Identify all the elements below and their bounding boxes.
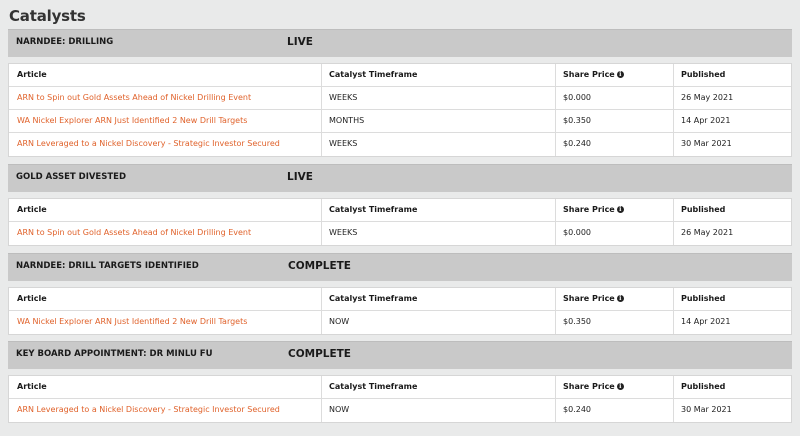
column-header-published: Published	[673, 199, 793, 221]
table-header-row	[9, 376, 791, 399]
timeframe-cell: WEEKS	[321, 133, 555, 156]
catalyst-section	[8, 341, 792, 414]
column-header-published: Published	[673, 376, 793, 398]
timeframe-cell: NOW	[321, 311, 555, 334]
share-price-cell: $0.240	[555, 133, 673, 156]
section-status: LIVE	[287, 171, 313, 183]
column-header-article: Article	[17, 205, 47, 214]
table-row	[9, 110, 791, 133]
catalyst-table	[8, 375, 792, 423]
info-icon[interactable]: i	[617, 71, 624, 78]
catalyst-section	[8, 29, 792, 148]
timeframe-cell: WEEKS	[321, 222, 555, 245]
column-header-article: Article	[17, 382, 47, 391]
catalyst-table	[8, 287, 792, 335]
share-price-cell: $0.350	[555, 311, 673, 334]
catalyst-section	[8, 253, 792, 326]
column-header-published: Published	[673, 64, 793, 86]
share-price-label: Share Price	[563, 294, 615, 303]
catalyst-table	[8, 63, 792, 157]
timeframe-cell: NOW	[321, 399, 555, 422]
info-icon[interactable]: i	[617, 206, 624, 213]
share-price-cell: $0.000	[555, 222, 673, 245]
article-link[interactable]: ARN Leveraged to a Nickel Discovery - Strategic Investor Secured	[17, 405, 280, 414]
section-header	[8, 164, 792, 192]
table-row	[9, 222, 791, 245]
share-price-cell: $0.240	[555, 399, 673, 422]
published-cell: 30 Mar 2021	[673, 133, 793, 156]
timeframe-cell: MONTHS	[321, 110, 555, 132]
column-header-timeframe: Catalyst Timeframe	[321, 199, 555, 221]
timeframe-cell: WEEKS	[321, 87, 555, 109]
column-header-published: Published	[673, 288, 793, 310]
share-price-label: Share Price	[563, 70, 615, 79]
share-price-cell: $0.000	[555, 87, 673, 109]
article-link[interactable]: ARN to Spin out Gold Assets Ahead of Nickel Drilling Event	[17, 93, 252, 102]
info-icon[interactable]: i	[617, 295, 624, 302]
table-row	[9, 87, 791, 110]
column-header-share-price	[555, 376, 673, 398]
table-row	[9, 133, 791, 156]
section-name: NARNDEE: DRILLING	[16, 37, 114, 47]
table-header-row	[9, 288, 791, 311]
section-status: COMPLETE	[288, 348, 351, 360]
share-price-label: Share Price	[563, 205, 615, 214]
table-row	[9, 399, 791, 422]
column-header-article: Article	[17, 294, 47, 303]
catalyst-table	[8, 198, 792, 246]
section-status: COMPLETE	[288, 260, 351, 272]
article-link[interactable]: ARN to Spin out Gold Assets Ahead of Nickel Drilling Event	[17, 228, 252, 237]
section-name: GOLD ASSET DIVESTED	[16, 172, 127, 182]
published-cell: 14 Apr 2021	[673, 110, 793, 132]
article-link[interactable]: WA Nickel Explorer ARN Just Identified 2 New Drill Targets	[17, 116, 248, 125]
published-cell: 26 May 2021	[673, 87, 793, 109]
share-price-cell: $0.350	[555, 110, 673, 132]
section-name: NARNDEE: DRILL TARGETS IDENTIFIED	[16, 261, 199, 271]
column-header-timeframe: Catalyst Timeframe	[321, 64, 555, 86]
published-cell: 30 Mar 2021	[673, 399, 793, 422]
table-header-row	[9, 64, 791, 87]
section-header	[8, 29, 792, 57]
column-header-timeframe: Catalyst Timeframe	[321, 288, 555, 310]
section-status: LIVE	[287, 36, 313, 48]
page-title: Catalysts	[9, 7, 86, 25]
section-header	[8, 341, 792, 369]
article-link[interactable]: WA Nickel Explorer ARN Just Identified 2 New Drill Targets	[17, 317, 248, 326]
article-link[interactable]: ARN Leveraged to a Nickel Discovery - Strategic Investor Secured	[17, 139, 280, 148]
column-header-article: Article	[17, 70, 47, 79]
catalyst-section	[8, 164, 792, 237]
published-cell: 14 Apr 2021	[673, 311, 793, 334]
share-price-label: Share Price	[563, 382, 615, 391]
section-name: KEY BOARD APPOINTMENT: DR MINLU FU	[16, 349, 213, 359]
section-header	[8, 253, 792, 281]
table-row	[9, 311, 791, 334]
table-header-row	[9, 199, 791, 222]
column-header-timeframe: Catalyst Timeframe	[321, 376, 555, 398]
column-header-share-price	[555, 199, 673, 221]
published-cell: 26 May 2021	[673, 222, 793, 245]
column-header-share-price	[555, 64, 673, 86]
column-header-share-price	[555, 288, 673, 310]
info-icon[interactable]: i	[617, 383, 624, 390]
